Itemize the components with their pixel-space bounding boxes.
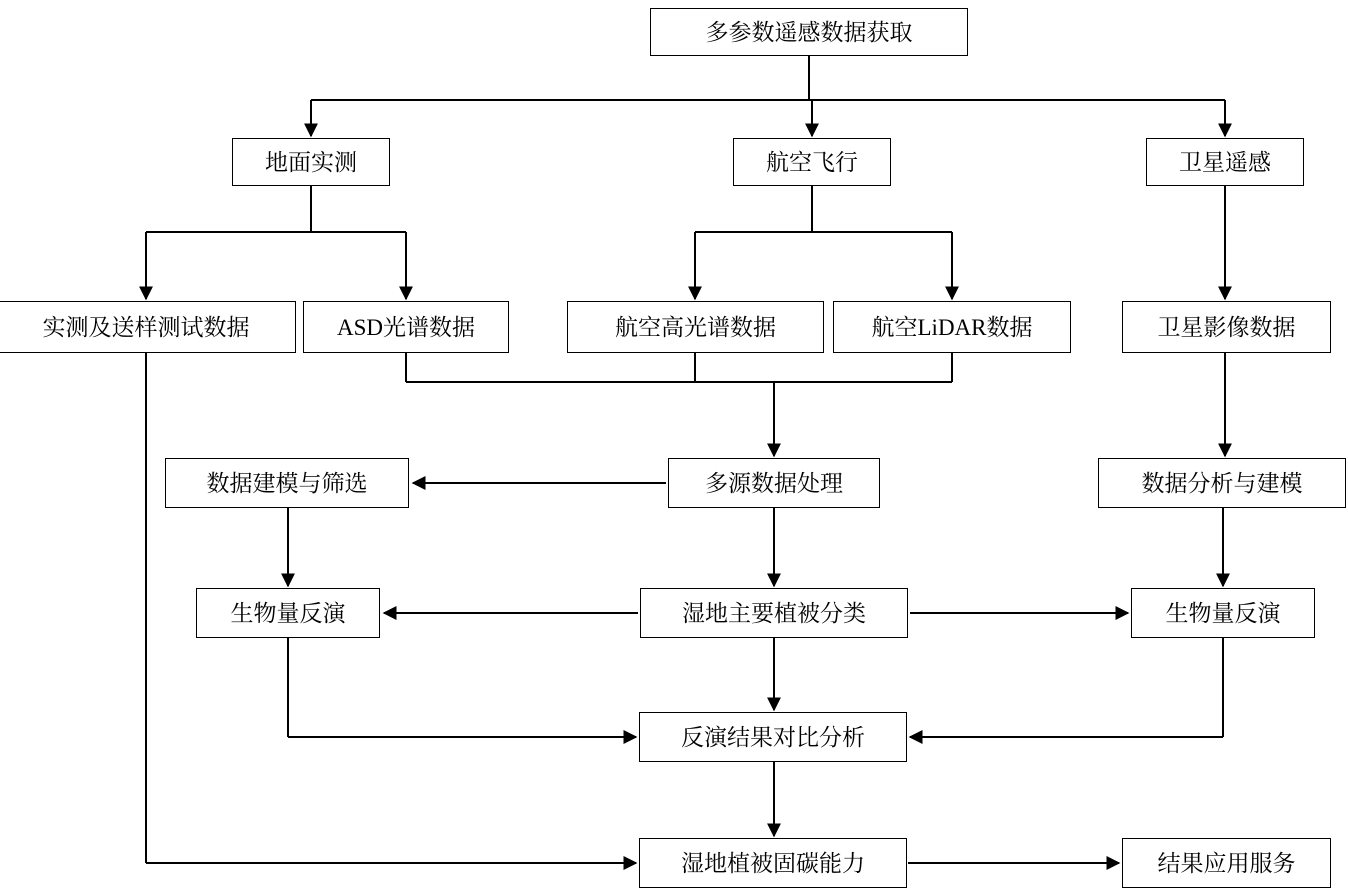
node-multisource-data-processing[interactable] xyxy=(668,458,880,508)
node-wetland-vegetation-carbon-sequestration[interactable] xyxy=(639,838,907,888)
node-label: 航空LiDAR数据 xyxy=(871,314,1033,340)
node-label: 航空高光谱数据 xyxy=(615,314,776,340)
node-aerial-lidar-data[interactable] xyxy=(833,301,1071,353)
node-aerial-hyperspectral-data[interactable] xyxy=(567,301,824,353)
node-biomass-inversion-right[interactable] xyxy=(1131,588,1315,638)
node-label: 航空飞行 xyxy=(766,149,858,175)
node-label: 湿地植被固碳能力 xyxy=(681,850,865,876)
node-biomass-inversion-left[interactable] xyxy=(196,588,380,638)
node-label: 实测及送样测试数据 xyxy=(42,314,250,340)
node-label: 数据建模与筛选 xyxy=(206,470,368,496)
node-inversion-result-comparison[interactable] xyxy=(639,712,907,762)
node-label: 结果应用服务 xyxy=(1157,850,1296,876)
node-satellite-image-data[interactable] xyxy=(1122,301,1331,353)
node-multiparam-rs-acquisition[interactable] xyxy=(650,8,968,56)
node-data-modeling-and-selection[interactable] xyxy=(165,458,409,508)
node-data-analysis-and-modeling[interactable] xyxy=(1098,458,1346,508)
node-label: 多源数据处理 xyxy=(705,470,843,496)
node-asd-spectral-data[interactable] xyxy=(303,301,509,353)
node-label: 多参数遥感数据获取 xyxy=(705,19,913,45)
node-result-application-service[interactable] xyxy=(1122,838,1331,888)
node-label: 反演结果对比分析 xyxy=(681,724,865,750)
node-wetland-vegetation-classification[interactable] xyxy=(640,588,908,638)
node-label: 生物量反演 xyxy=(1165,600,1281,626)
node-ground-measurement[interactable] xyxy=(232,138,390,186)
node-label: 数据分析与建模 xyxy=(1141,470,1303,496)
node-label: 生物量反演 xyxy=(230,600,346,626)
node-label: 卫星遥感 xyxy=(1179,149,1271,175)
node-label: 卫星影像数据 xyxy=(1157,314,1296,340)
node-label: ASD光谱数据 xyxy=(336,314,475,340)
node-satellite-remote-sensing[interactable] xyxy=(1146,138,1304,186)
node-label: 地面实测 xyxy=(265,149,357,175)
node-label: 湿地主要植被分类 xyxy=(682,600,866,626)
node-aerial-flight[interactable] xyxy=(733,138,891,186)
node-field-and-lab-test-data[interactable] xyxy=(0,301,296,353)
